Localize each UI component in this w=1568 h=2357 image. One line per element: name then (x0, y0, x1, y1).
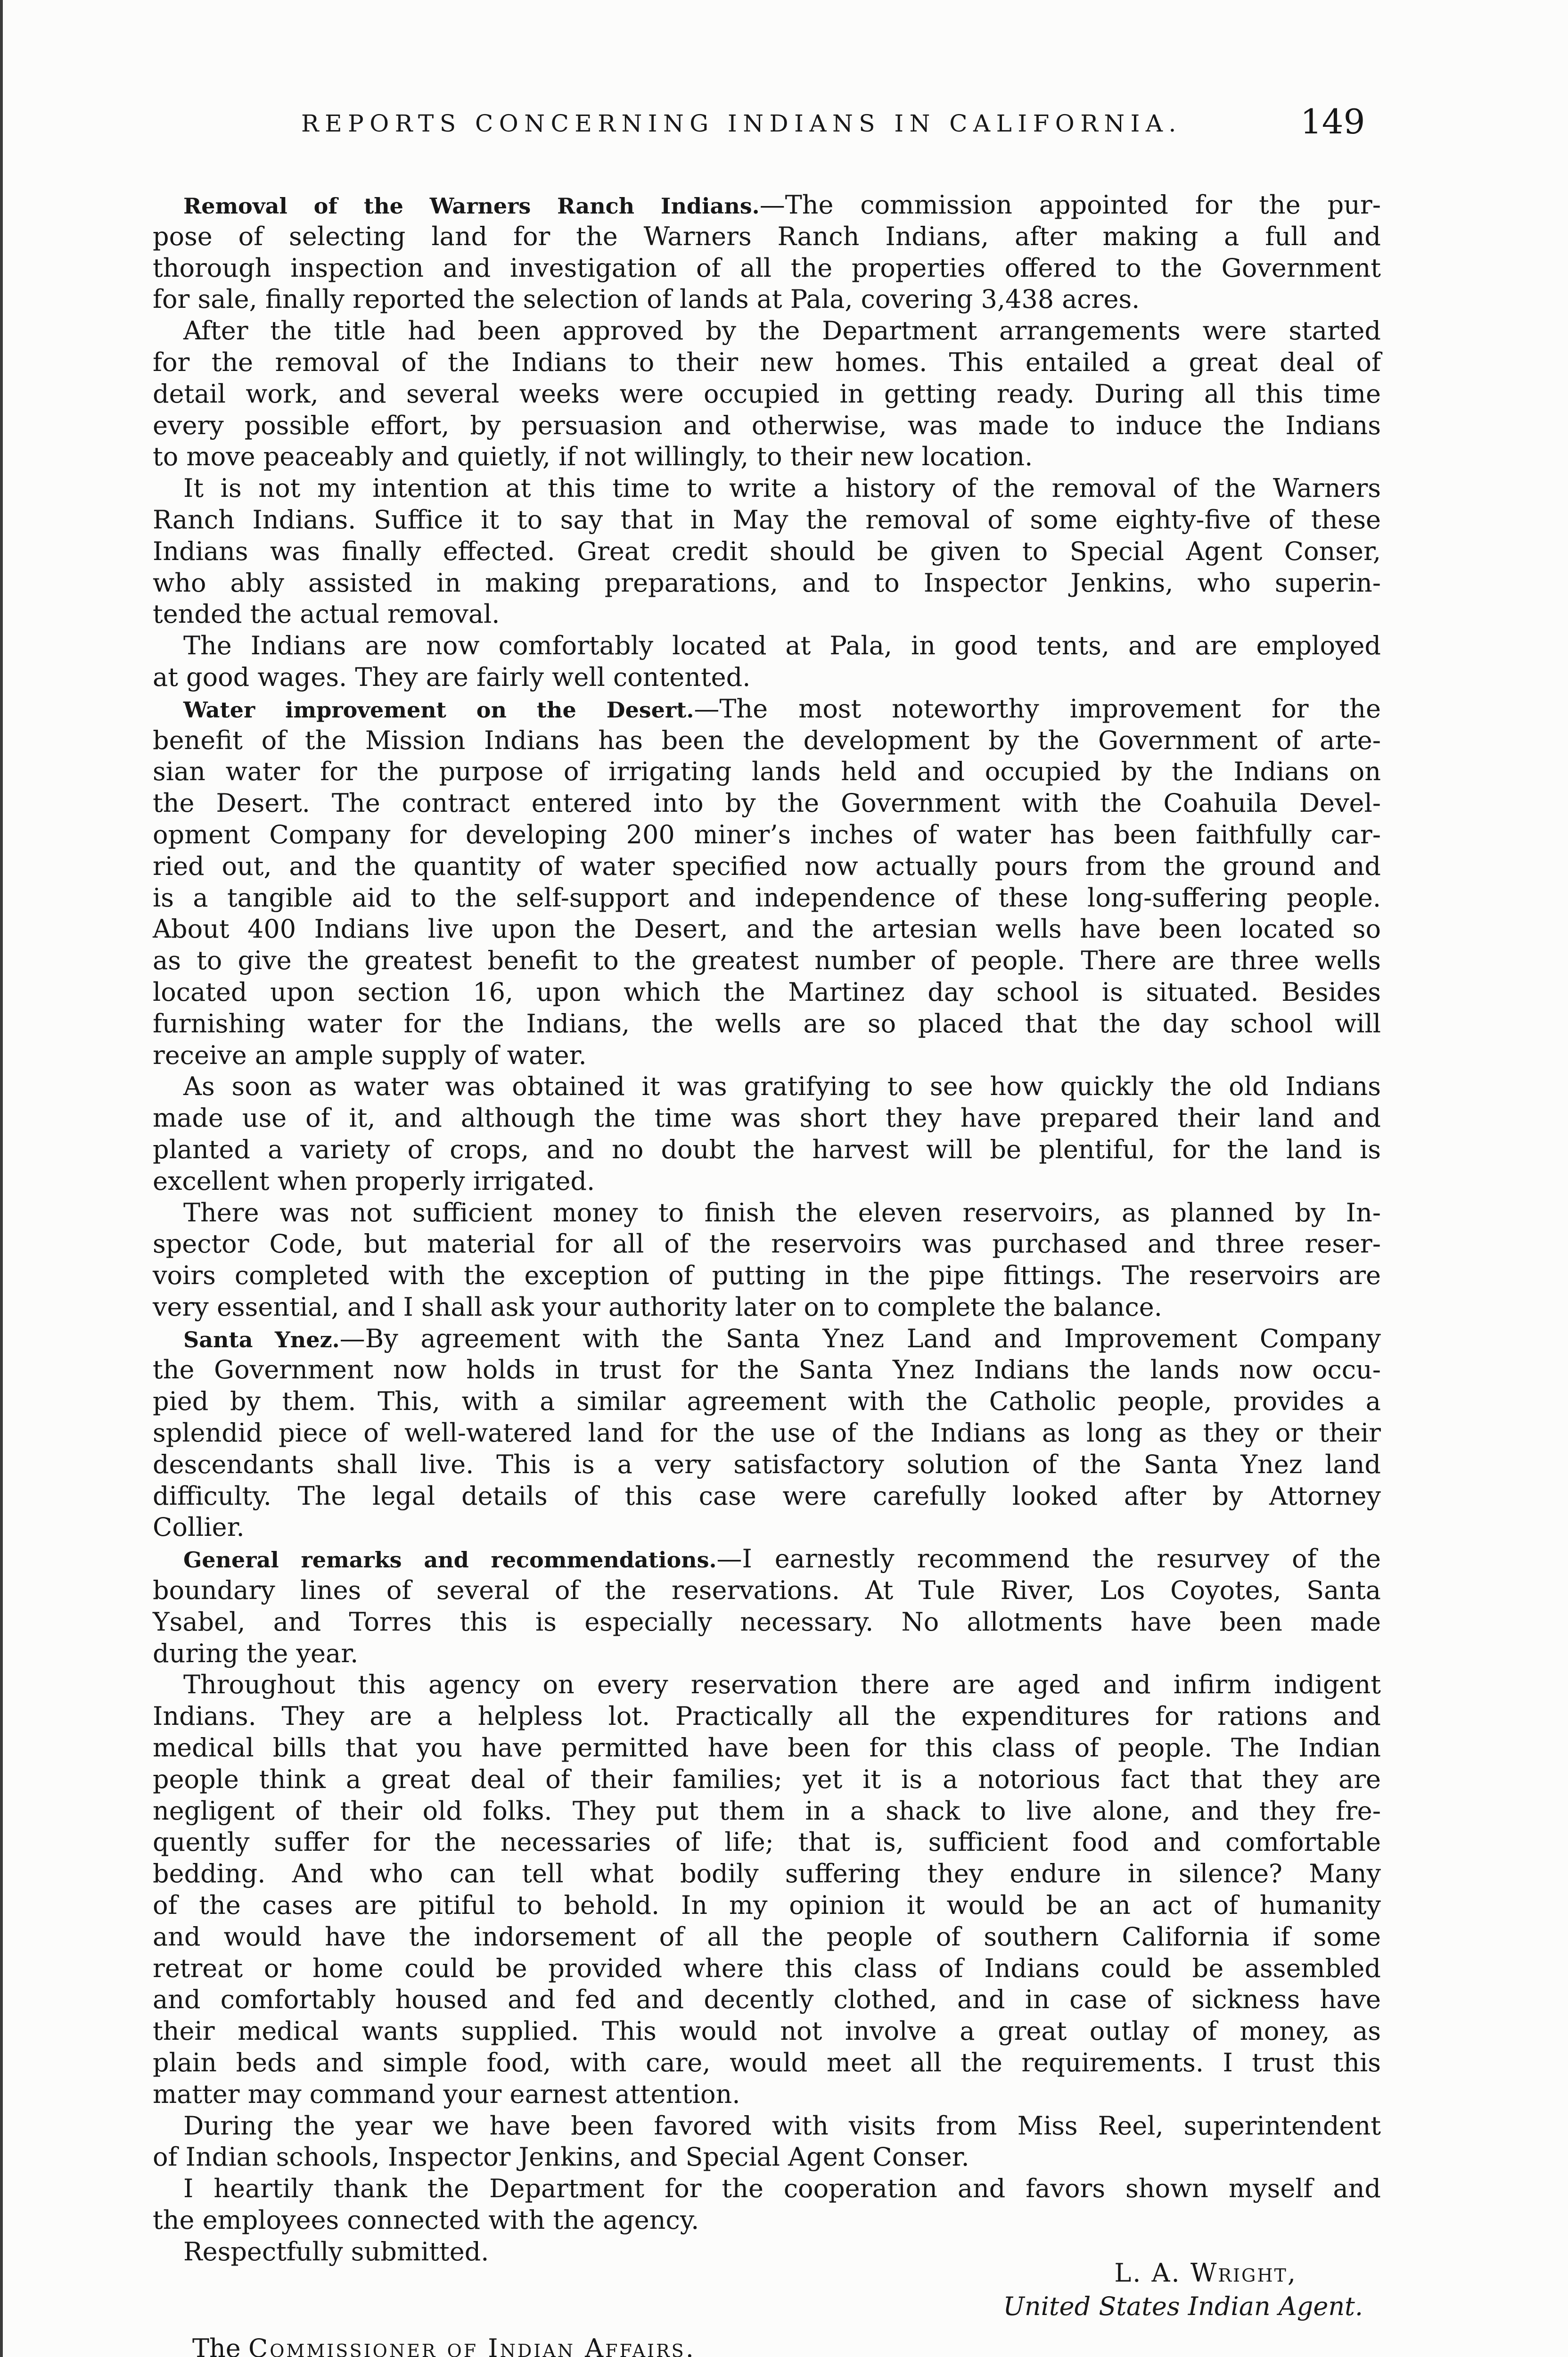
text-line: splendid piece of well-watered land for the use of the Indians as long as they or their (153, 1418, 1381, 1448)
text-line (153, 190, 1381, 221)
text-line: benefit of the Mission Indians has been the development by the Government of arte- (153, 725, 1381, 755)
text-line: receive an ample supply of water. (153, 1040, 587, 1070)
paragraph-visits (153, 2110, 1381, 2174)
text-line: sian water for the purpose of irrigating lands held and occupied by the Indians on (153, 757, 1381, 787)
text-line: very essential, and I shall ask your authority later on to complete the balance. (153, 1292, 1162, 1322)
paragraph-aged-indigent-indians (153, 1669, 1381, 2110)
text-line: is a tangible aid to the self-support and independence of these long-suffering people. (153, 882, 1381, 913)
text-line: people think a great deal of their families; yet it is a notorious fact that they are (153, 1764, 1381, 1794)
text-line: the Government now holds in trust for the Santa Ynez Indians the lands now occu- (153, 1355, 1381, 1385)
text-line: spector Code, but material for all of the reservoirs was purchased and three reser- (153, 1229, 1381, 1259)
text-line: planted a variety of crops, and no doubt the harvest will be plentiful, for the land is (153, 1134, 1381, 1164)
paragraph-water-improvement (153, 693, 1381, 1071)
text-line: Indians. They are a helpless lot. Practically all the expenditures for rations and (153, 1701, 1381, 1731)
text-line: the Desert. The contract entered into by the Government with the Coahuila Devel- (153, 788, 1381, 818)
paragraph-removal-warners-ranch (153, 190, 1381, 315)
text-line: retreat or home could be provided where this class of Indians could be assembled (153, 1953, 1381, 1983)
text-line: during the year. (153, 1638, 359, 1668)
text-line: to move peaceably and quietly, if not willingly, to their new location. (153, 442, 1033, 472)
text-line: excellent when properly irrigated. (153, 1166, 595, 1196)
paragraph-removal-history (153, 473, 1381, 630)
section-heading: General remarks and recommendations. (183, 1547, 717, 1573)
text-line: As soon as water was obtained it was gratifying to see how quickly the old Indians (183, 1071, 1381, 1102)
scan-edge (0, 0, 3, 2357)
text-line: thorough inspection and investigation of all the properties offered to the Government (153, 253, 1381, 283)
running-head: REPORTS CONCERNING INDIANS IN CALIFORNIA. (301, 110, 1182, 137)
section-heading: Santa Ynez. (183, 1327, 340, 1352)
text-line: bedding. And who can tell what bodily suffering they endure in silence? Many (153, 1859, 1381, 1889)
text-line: boundary lines of several of the reservations. At Tule River, Los Coyotes, Santa (153, 1575, 1381, 1606)
signature-title: United States Indian Agent. (1003, 2291, 1363, 2321)
section-heading: Removal of the Warners Ranch Indians. (183, 193, 760, 219)
text-line: negligent of their old folks. They put them in a shack to live alone, and they fre- (153, 1796, 1381, 1826)
paragraph-removal-arrangements (153, 315, 1381, 473)
addressee (192, 2333, 696, 2357)
text-line (153, 1323, 1381, 1355)
paragraph-thanks (153, 2173, 1381, 2236)
text-line: After the title had been approved by the Department arrangements were started (183, 316, 1381, 346)
text-line: It is not my intention at this time to write a history of the removal of the Warners (183, 473, 1381, 503)
text-line: voirs completed with the exception of putting in the pipe fittings. The reservoirs are (153, 1261, 1381, 1291)
addressee-prefix: The (192, 2333, 241, 2357)
text-line: opment Company for developing 200 miner’s inches of water has been faithfully car- (153, 819, 1381, 849)
text-line: pied by them. This, with a similar agreement with the Catholic people, provides a (153, 1386, 1381, 1417)
text-line: who ably assisted in making preparations, and to Inspector Jenkins, who superin- (153, 568, 1381, 598)
text-line: the employees connected with the agency. (153, 2205, 699, 2235)
text-line: furnishing water for the Indians, the wells are so placed that the day school will (153, 1008, 1381, 1038)
text-line: Throughout this agency on every reservation there are aged and infirm indigent (183, 1670, 1381, 1700)
paragraph-santa-ynez (153, 1323, 1381, 1544)
text-line (153, 693, 1381, 725)
text-line-content: —The most noteworthy improvement for the (694, 693, 1381, 724)
text-line: at good wages. They are fairly well contented. (153, 662, 751, 692)
paragraph-reservoirs (153, 1197, 1381, 1323)
text-line: ried out, and the quantity of water specified now actually pours from the ground and (153, 851, 1381, 881)
text-line: pose of selecting land for the Warners Ranch Indians, after making a full and (153, 221, 1381, 251)
text-line: every possible effort, by persuasion and otherwise, was made to induce the Indians (153, 410, 1381, 440)
text-line: tended the actual removal. (153, 599, 500, 629)
text-line: detail work, and several weeks were occupied in getting ready. During all this time (153, 379, 1381, 409)
addressee-name: Commissioner of Indian Affairs. (248, 2333, 696, 2357)
text-line: matter may command your earnest attention. (153, 2079, 740, 2109)
section-heading: Water improvement on the Desert. (183, 697, 694, 723)
text-line: During the year we have been favored with visits from Miss Reel, superintendent (183, 2110, 1381, 2141)
paragraph-indians-at-pala (153, 630, 1381, 693)
text-line: their medical wants supplied. This would not involve a great outlay of money, as (153, 2016, 1381, 2046)
text-line: for the removal of the Indians to their new homes. This entailed a great deal of (153, 347, 1381, 377)
text-line: and comfortably housed and fed and decently clothed, and in case of sickness have (153, 1985, 1381, 2015)
text-line: Ysabel, and Torres this is especially necessary. No allotments have been made (153, 1607, 1381, 1637)
text-line-content: —By agreement with the Santa Ynez Land and Improvement Company (339, 1323, 1381, 1353)
text-line-content: —I earnestly recommend the resurvey of the (716, 1544, 1381, 1574)
text-line: difficulty. The legal details of this case were carefully looked after by Attorney (153, 1481, 1381, 1511)
paragraph-general-remarks (153, 1543, 1381, 1669)
text-line: of the cases are pitiful to behold. In my opinion it would be an act of humanity (153, 1890, 1381, 1920)
text-line (153, 1543, 1381, 1575)
text-line: as to give the greatest benefit to the greatest number of people. There are three wells (153, 946, 1381, 976)
text-line: located upon section 16, upon which the Martinez day school is situated. Besides (153, 977, 1381, 1007)
text-line: descendants shall live. This is a very satisfactory solution of the Santa Ynez land (153, 1449, 1381, 1479)
text-line: About 400 Indians live upon the Desert, and the artesian wells have been located so (153, 914, 1381, 944)
text-line: Collier. (153, 1512, 245, 1542)
text-line: There was not sufficient money to finish the eleven reservoirs, as planned by In- (183, 1197, 1381, 1228)
text-line: The Indians are now comfortably located at Pala, in good tents, and are employed (183, 631, 1381, 661)
text-line: of Indian schools, Inspector Jenkins, and Special Agent Conser. (153, 2142, 969, 2172)
text-line: and would have the indorsement of all the people of southern California if some (153, 1921, 1381, 1952)
text-line: medical bills that you have permitted have been for this class of people. The Indian (153, 1733, 1381, 1763)
text-line: for sale, finally reported the selection of lands at Pala, covering 3,438 acres. (153, 284, 1140, 314)
paragraph-water-use (153, 1071, 1381, 1197)
text-line: plain beds and simple food, with care, would meet all the requirements. I trust this (153, 2048, 1381, 2078)
text-line: I heartily thank the Department for the cooperation and favors shown myself and (183, 2174, 1381, 2204)
text-line: made use of it, and although the time was short they have prepared their land and (153, 1103, 1381, 1133)
text-line: Ranch Indians. Suffice it to say that in May the removal of some eighty-five of these (153, 504, 1381, 535)
body-text (153, 190, 1381, 2268)
page-number: 149 (1300, 102, 1365, 141)
text-line-content: —The commission appointed for the pur- (759, 190, 1381, 220)
text-line: Indians was finally effected. Great credit should be given to Special Agent Conser, (153, 536, 1381, 566)
text-line: quently suffer for the necessaries of life; that is, sufficient food and comfortable (153, 1827, 1381, 1857)
signature-name: L. A. Wright, (1114, 2258, 1297, 2288)
text-line: Respectfully submitted. (183, 2236, 489, 2266)
